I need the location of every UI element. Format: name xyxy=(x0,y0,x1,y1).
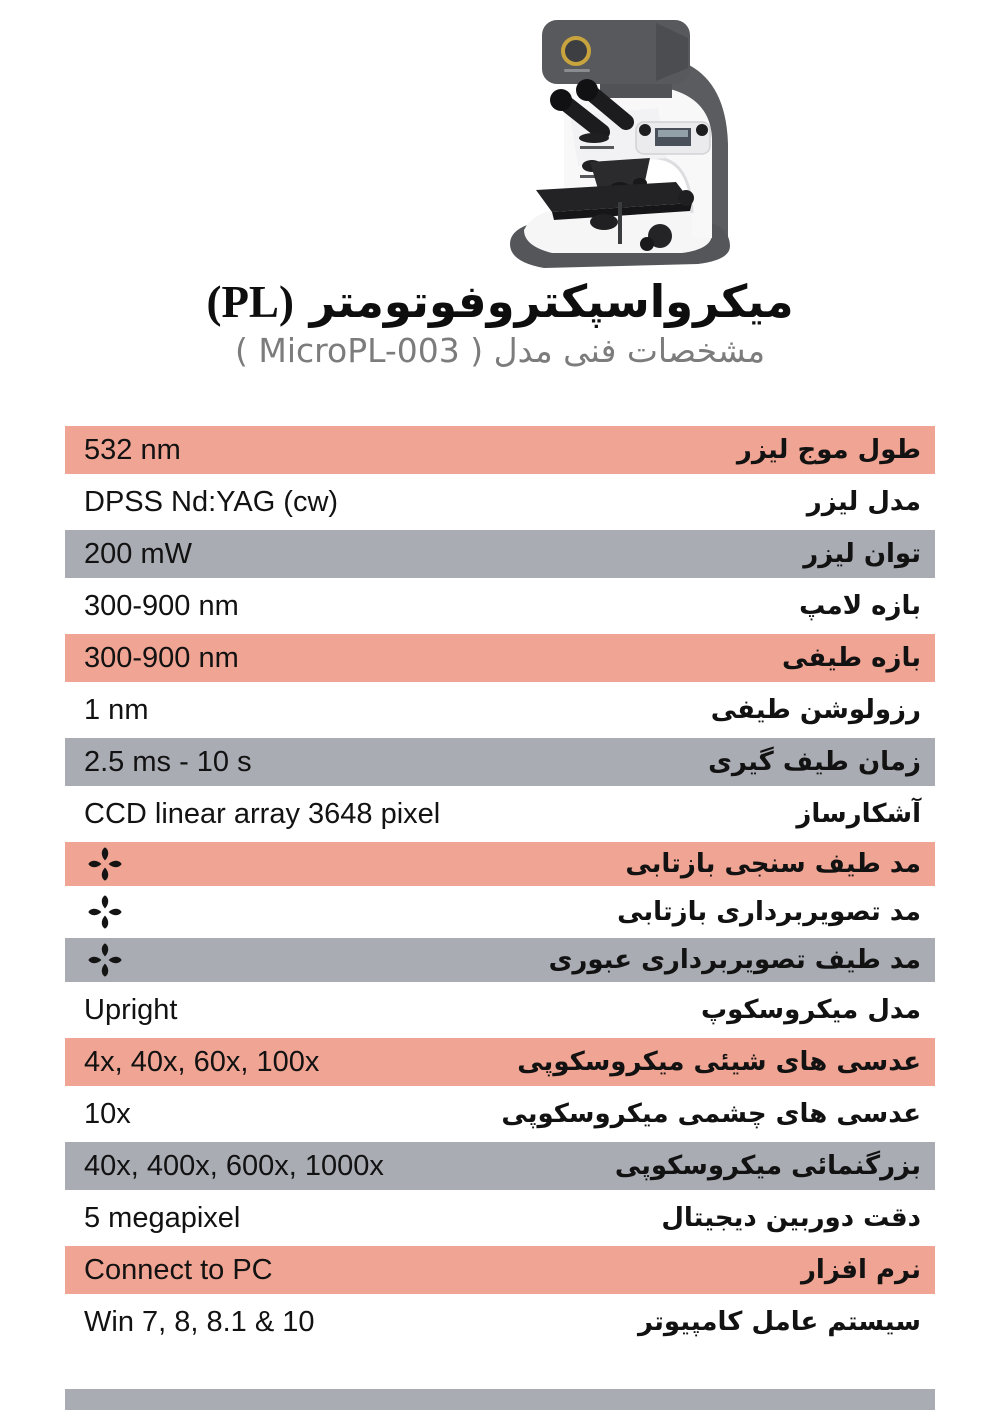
title-block xyxy=(0,274,992,371)
spec-row xyxy=(65,634,935,682)
spec-value-text: Win 7, 8, 8.1 & 10 xyxy=(84,1305,315,1338)
spec-value xyxy=(65,846,123,882)
spec-label: مد تصویربرداری بازتابی xyxy=(617,897,921,927)
spec-label: عدسی های شیئی میکروسکوپی xyxy=(517,1047,921,1077)
page-title xyxy=(0,274,992,330)
spec-value xyxy=(65,434,181,467)
spec-label: مد طیف سنجی بازتابی xyxy=(625,849,921,879)
spec-label: بازه طیفی xyxy=(781,643,921,673)
spec-row xyxy=(65,1142,935,1190)
spec-row xyxy=(65,738,935,786)
spec-value xyxy=(65,642,239,675)
spec-value xyxy=(65,694,148,727)
four-petal-asterisk-icon xyxy=(87,846,123,882)
footer-bar xyxy=(65,1389,935,1410)
spec-label: رزولوشن طیفی xyxy=(710,695,921,725)
spec-value xyxy=(65,590,239,623)
spec-value-text: 5 megapixel xyxy=(84,1201,241,1234)
spec-label: عدسی های چشمی میکروسکوپی xyxy=(501,1099,921,1129)
spec-value-text: CCD linear array 3648 pixel xyxy=(84,797,441,830)
spec-label: بازه لامپ xyxy=(799,591,921,621)
spec-value-text: 40x, 400x, 600x, 1000x xyxy=(84,1149,384,1182)
spec-label: بزرگنمائی میکروسکوپی xyxy=(614,1151,921,1181)
spec-value xyxy=(65,1254,273,1287)
spec-row xyxy=(65,842,935,886)
spec-value xyxy=(65,798,440,831)
spec-value-text: 200 mW xyxy=(84,537,192,570)
spec-label: آشکارساز xyxy=(796,799,921,829)
page-title-farsi: میکرواسپکتروفوتومتر xyxy=(309,275,794,328)
spec-value xyxy=(65,1098,131,1131)
four-petal-asterisk-icon xyxy=(87,894,123,930)
spec-value xyxy=(65,746,252,779)
spec-label: سیستم عامل کامپیوتر xyxy=(637,1307,921,1337)
spec-row xyxy=(65,1246,935,1294)
spec-label: نرم افزار xyxy=(800,1255,921,1285)
spec-row xyxy=(65,890,935,934)
spec-table xyxy=(65,426,935,1350)
spec-value-text: 10x xyxy=(84,1097,131,1130)
spec-value xyxy=(65,538,192,571)
spec-row xyxy=(65,686,935,734)
spec-row xyxy=(65,986,935,1034)
spec-row xyxy=(65,790,935,838)
spec-row xyxy=(65,1038,935,1086)
spec-label: مد طیف تصویربرداری عبوری xyxy=(548,945,921,975)
spec-row xyxy=(65,582,935,630)
spec-value xyxy=(65,942,123,978)
page-title-model-code: (PL) xyxy=(206,277,294,327)
spec-value xyxy=(65,994,178,1027)
spec-value xyxy=(65,1202,240,1235)
page-subtitle: مشخصات فنی مدل ( MicroPL-003 ) xyxy=(235,331,765,371)
spec-value-text: 532 nm xyxy=(84,433,181,466)
spec-value-text: Connect to PC xyxy=(84,1253,273,1286)
spec-label: دقت دوربین دیجیتال xyxy=(661,1203,921,1233)
spec-value-text: 300-900 nm xyxy=(84,589,239,622)
spec-value-text: 300-900 nm xyxy=(84,641,239,674)
spec-row xyxy=(65,938,935,982)
spec-label: مدل میکروسکوپ xyxy=(700,995,921,1025)
four-petal-asterisk-icon xyxy=(87,942,123,978)
spec-row xyxy=(65,1090,935,1138)
spec-value-text: DPSS Nd:YAG (cw) xyxy=(84,485,339,518)
spec-row xyxy=(65,1194,935,1242)
spec-label: زمان طیف گیری xyxy=(708,747,921,777)
spec-value xyxy=(65,486,338,519)
spec-value xyxy=(65,1306,315,1339)
spec-value-text: Upright xyxy=(84,993,178,1026)
spec-label: طول موج لیزر xyxy=(736,435,921,465)
spec-row xyxy=(65,426,935,474)
spec-value-text: 2.5 ms - 10 s xyxy=(84,745,252,778)
spec-label: مدل لیزر xyxy=(806,487,921,517)
microscope-image xyxy=(452,6,782,278)
spec-value-text: 4x, 40x, 60x, 100x xyxy=(84,1045,320,1078)
spec-value xyxy=(65,894,123,930)
spec-label: توان لیزر xyxy=(803,539,921,569)
spec-row xyxy=(65,478,935,526)
spec-value xyxy=(65,1046,319,1079)
spec-row xyxy=(65,530,935,578)
spec-value-text: 1 nm xyxy=(84,693,149,726)
upright-microscope-illustration xyxy=(452,6,782,278)
spec-value xyxy=(65,1150,384,1183)
spec-row xyxy=(65,1298,935,1346)
